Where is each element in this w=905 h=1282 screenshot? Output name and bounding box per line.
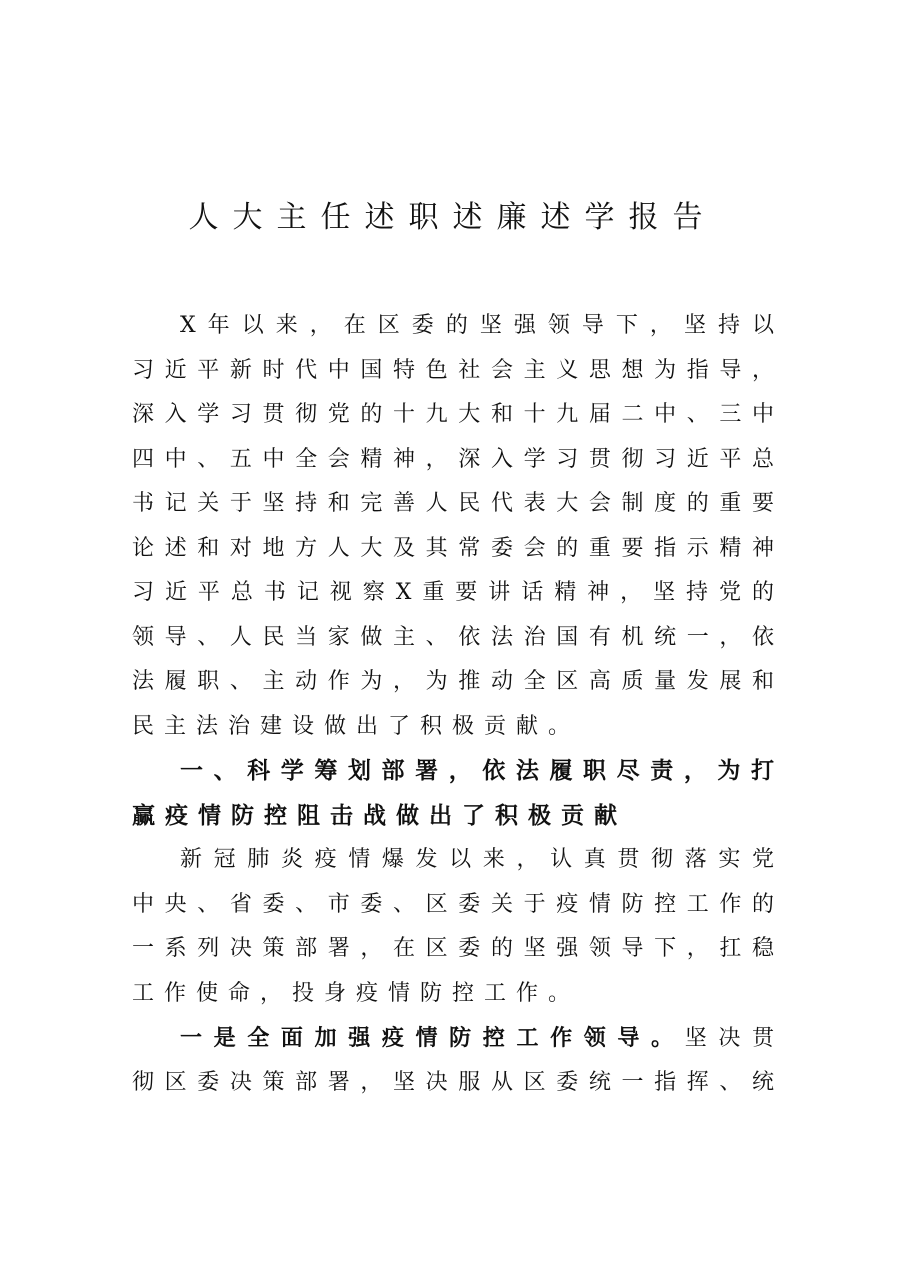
paragraph-line: 四中、五中全会精神，深入学习贯彻习近平总: [132, 446, 774, 472]
paragraph-line: 书记关于坚持和完善人民代表大会制度的重要: [132, 491, 774, 516]
mixed-paragraph-line: [132, 1016, 774, 1061]
paragraph-line: 彻区委决策部署，坚决服从区委统一指挥、统: [132, 1069, 774, 1095]
paragraph-line: 新冠肺炎疫情爆发以来，认真贯彻落实党: [180, 847, 774, 872]
paragraph-line: 深入学习贯彻党的十九大和十九届二中、三中: [132, 402, 774, 427]
paragraph-line: 一系列决策部署，在区委的坚强领导下，扛稳: [132, 936, 774, 961]
paragraph-line: 习近平总书记视察X重要讲话精神，坚持党的: [132, 580, 774, 605]
bold-lead-phrase: 一是全面加强疫情防控工作领导。: [180, 1025, 685, 1051]
paragraph-line: 中央、省委、市委、区委关于疫情防控工作的: [132, 891, 774, 917]
paragraph-line: 民主法治建设做出了积极贡献。: [132, 713, 581, 739]
paragraph-line: 工作使命，投身疫情防控工作。: [132, 980, 581, 1006]
section-heading-line: 一、科学筹划部署，依法履职尽责，为打: [180, 758, 774, 784]
paragraph-line: 法履职、主动作为，为推动全区高质量发展和: [132, 669, 774, 694]
paragraph-line: X年以来，在区委的坚强领导下，坚持以: [180, 313, 774, 338]
section-heading-line: 赢疫情防控阻击战做出了积极贡献: [132, 802, 627, 829]
paragraph-line: 习近平新时代中国特色社会主义思想为指导，: [132, 357, 774, 383]
document-body: [132, 304, 774, 1105]
paragraph-line: 领导、人民当家做主、依法治国有机统一，依: [132, 624, 774, 650]
lead-phrase-continuation: 坚决贯: [684, 1026, 774, 1051]
paragraph-line: 论述和对地方人大及其常委会的重要指示精神: [132, 535, 774, 561]
document-title: 人大主任述职述廉述学报告: [188, 200, 717, 235]
